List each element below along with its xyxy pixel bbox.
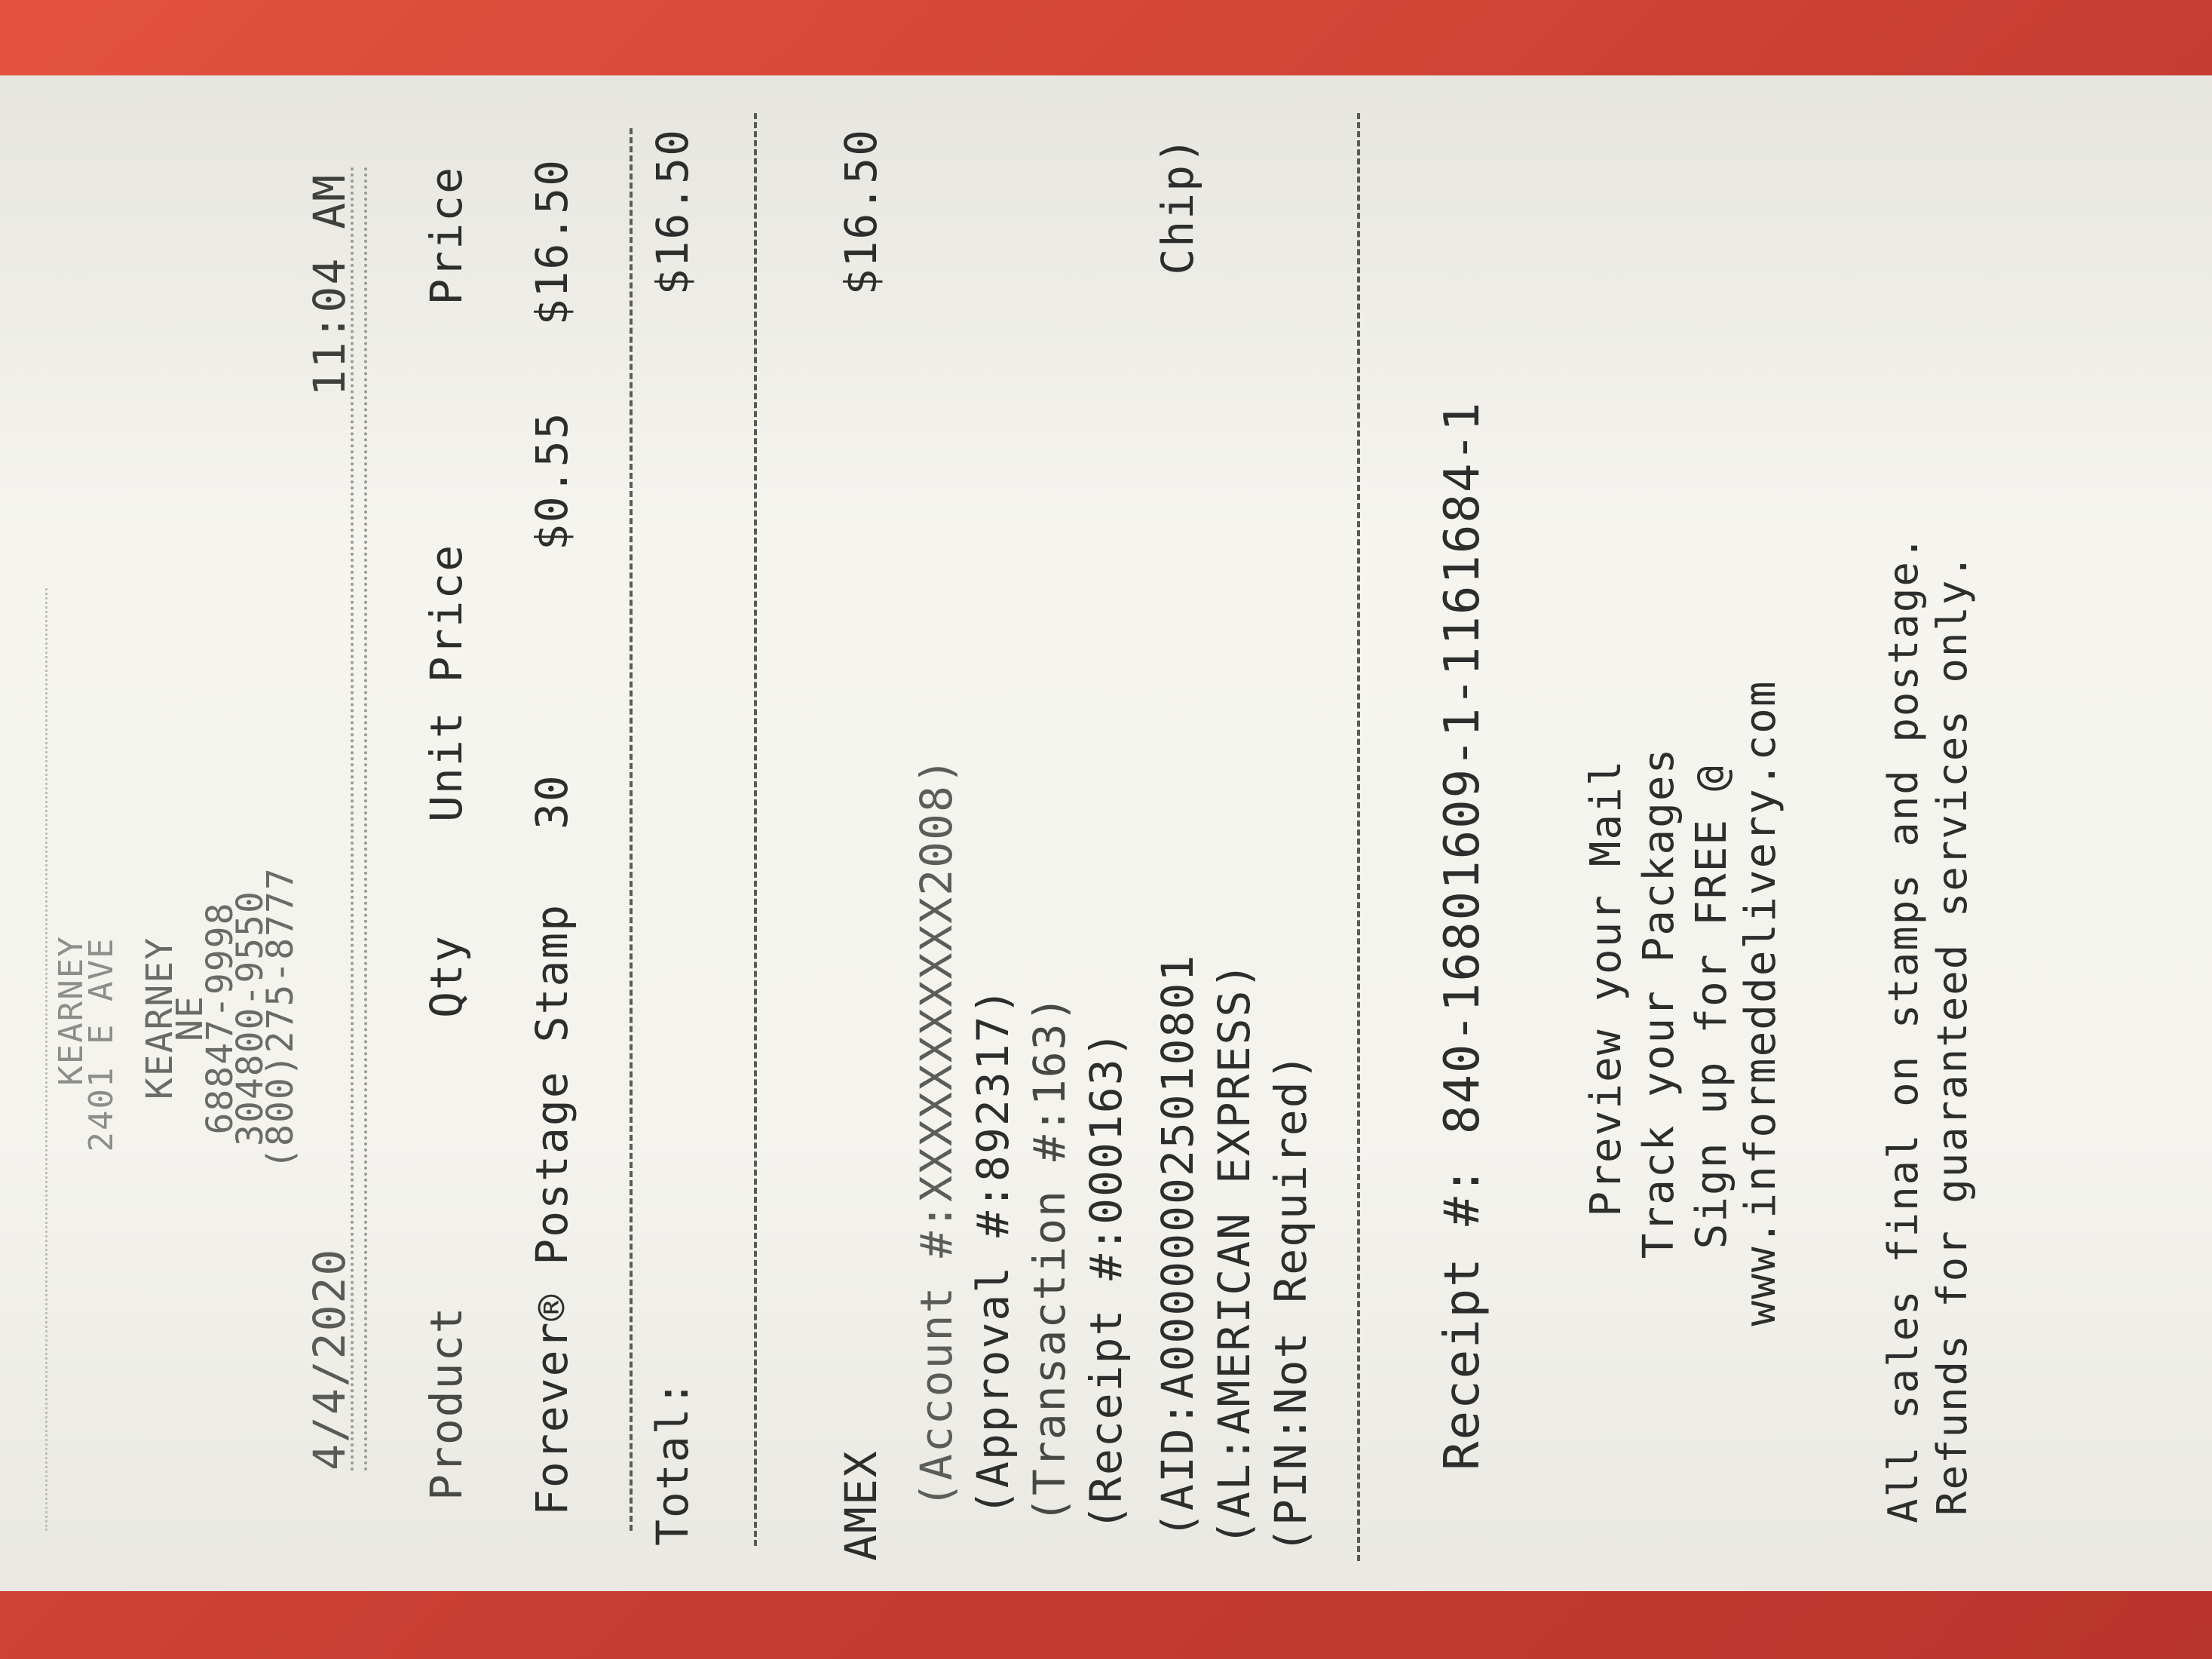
- payment-aid: (AID:A000000025010801: [1152, 953, 1203, 1538]
- column-header-unit-price: Unit Price: [421, 543, 472, 822]
- store-state: NE: [169, 995, 211, 1041]
- promo-line-3: Sign up for FREE @: [1687, 764, 1736, 1250]
- transaction-date: 4/4/2020: [304, 1247, 355, 1470]
- total-divider: [754, 113, 757, 1546]
- payment-amount: $16.50: [835, 128, 887, 296]
- transaction-time: 11:04 AM: [304, 173, 355, 397]
- header-double-divider: [351, 166, 367, 1470]
- payment-account: (Account #:XXXXXXXXXXX2008): [911, 756, 962, 1508]
- store-id: 304800-9550: [229, 890, 271, 1146]
- item-unit-price: $0.55: [526, 411, 578, 550]
- payment-transaction: (Transaction #:163): [1024, 994, 1075, 1523]
- total-label: Total:: [647, 1378, 698, 1546]
- item-product: Forever® Postage Stamp: [526, 903, 578, 1516]
- store-address: 2401 E AVE: [82, 937, 121, 1152]
- items-divider: [630, 128, 633, 1531]
- store-phone: (800)275-8777: [259, 866, 302, 1170]
- receipt-number: Receipt #: 840-16801609-1-1161684-1: [1435, 400, 1490, 1470]
- payment-pin: (PIN:Not Required): [1265, 1052, 1316, 1553]
- footer-line-2: Refunds for guaranteed services only.: [1929, 553, 1976, 1516]
- footer-line-1: All sales final on stamps and postage.: [1880, 534, 1927, 1523]
- top-faint-divider: [45, 588, 47, 1531]
- column-header-product: Product: [421, 1305, 472, 1501]
- payment-method: AMEX: [835, 1449, 887, 1561]
- promo-url: www.informeddelivery.com: [1736, 679, 1785, 1326]
- store-zip: 68847-9998: [199, 901, 241, 1135]
- store-city: KEARNEY: [139, 936, 181, 1100]
- promo-line-2: Track your Packages: [1634, 747, 1684, 1259]
- payment-approval: (Approval #:892317): [967, 986, 1019, 1516]
- item-price: $16.50: [526, 158, 578, 326]
- column-header-qty: Qty: [421, 934, 472, 1018]
- item-qty: 30: [526, 774, 578, 830]
- payment-aid-chip: Chip): [1152, 136, 1203, 275]
- store-name: KEARNEY: [52, 935, 90, 1086]
- payment-receipt: (Receipt #:000163): [1080, 1029, 1132, 1531]
- promo-line-1: Preview your Mail: [1582, 759, 1631, 1217]
- receipt-paper: [0, 75, 2212, 1591]
- payment-divider: [1357, 113, 1360, 1561]
- total-value: $16.50: [647, 128, 698, 296]
- column-header-price: Price: [421, 166, 472, 305]
- payment-al: (AL:AMERICAN EXPRESS): [1209, 961, 1260, 1546]
